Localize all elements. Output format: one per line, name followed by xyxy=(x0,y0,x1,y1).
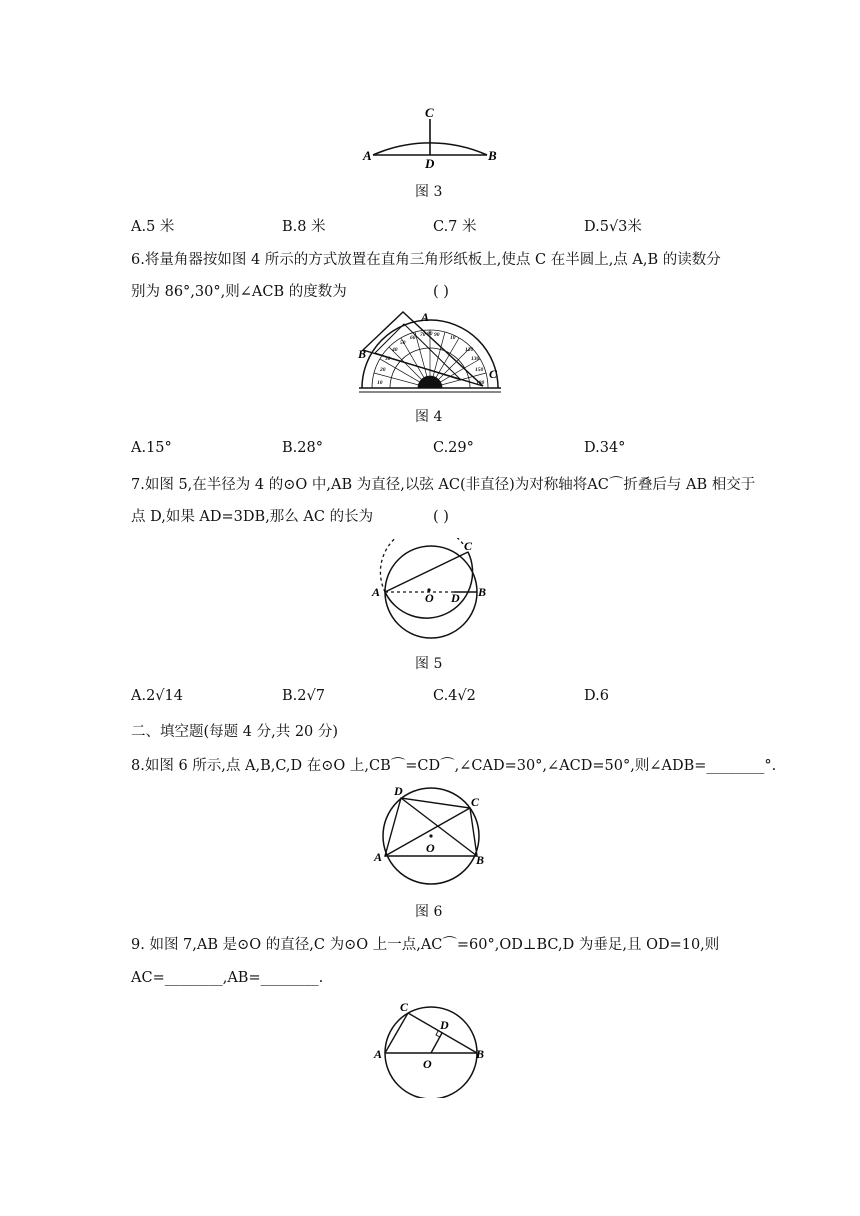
q6-line1: 6.将量角器按如图 4 所示的方式放置在直角三角形纸板上,使点 C 在半圆上,点 A,B 的读数分 xyxy=(131,252,721,268)
q5-option-b: B.8 米 xyxy=(282,219,326,235)
fig3-caption: 图 3 xyxy=(415,184,443,200)
fig3-label-c: C xyxy=(425,105,434,120)
q6-option-d: D.34° xyxy=(584,440,626,456)
fig3-label-a: A xyxy=(363,148,372,163)
figure-7 xyxy=(372,998,490,1098)
fig6-label-b: B xyxy=(476,853,485,867)
fig5-label-b: B xyxy=(478,585,487,599)
fig4-caption: 图 4 xyxy=(415,409,443,425)
q9-line2: AC=________,AB=________. xyxy=(131,970,324,986)
figure-3 xyxy=(360,100,500,170)
fig6-label-d: D xyxy=(394,784,403,798)
fig7-label-b: B xyxy=(476,1047,485,1061)
fig6-label-o: O xyxy=(426,841,435,855)
fig7-label-d: D xyxy=(440,1018,449,1032)
fig4-label-c: C xyxy=(489,367,498,381)
q5-option-a: A.5 米 xyxy=(131,219,175,235)
svg-text:180: 180 xyxy=(476,380,485,386)
svg-text:40: 40 xyxy=(392,347,398,353)
svg-text:60: 60 xyxy=(410,335,416,341)
fig6-caption: 图 6 xyxy=(415,904,443,920)
q7-line2: 点 D,如果 AD=3DB,那么 AC 的长为 xyxy=(131,509,374,525)
q6-option-a: A.15° xyxy=(131,440,172,456)
svg-text:30: 30 xyxy=(385,356,391,362)
section-2-heading: 二、填空题(每题 4 分,共 20 分) xyxy=(131,724,339,740)
svg-text:150: 150 xyxy=(475,367,484,373)
fig3-label-b: B xyxy=(488,148,497,163)
fig5-label-c: C xyxy=(464,539,473,553)
q7-option-a: A.2√14 xyxy=(131,688,183,704)
svg-text:130: 130 xyxy=(471,356,480,362)
figure-5 xyxy=(368,538,492,642)
q6-option-c: C.29° xyxy=(433,440,474,456)
fig5-label-o: O xyxy=(425,591,434,605)
fig7-label-o: O xyxy=(423,1057,432,1071)
q7-option-b: B.2√7 xyxy=(282,688,325,704)
svg-text:80: 80 xyxy=(427,331,433,337)
fig6-label-c: C xyxy=(471,795,480,809)
q5-option-d: D.5√3米 xyxy=(584,219,642,235)
q8-line1: 8.如图 6 所示,点 A,B,C,D 在⊙O 上,CB⌒=CD⌒,∠CAD=30°,∠ACD=50°,则∠ADB=________°. xyxy=(131,758,777,774)
figure-4-protractor xyxy=(355,308,505,396)
fig3-label-d: D xyxy=(425,156,435,170)
fig5-label-d: D xyxy=(451,591,460,605)
figure-6 xyxy=(372,780,490,890)
fig7-label-a: A xyxy=(374,1047,383,1061)
fig7-label-c: C xyxy=(400,1000,409,1014)
q5-option-c: C.7 米 xyxy=(433,219,477,235)
q6-option-b: B.28° xyxy=(282,440,323,456)
q6-answer-paren: ( ) xyxy=(433,284,449,300)
svg-text:120: 120 xyxy=(465,347,474,353)
svg-text:10: 10 xyxy=(377,380,383,386)
svg-text:50: 50 xyxy=(400,340,406,346)
fig4-label-b: B xyxy=(358,347,367,361)
fig4-label-a: A xyxy=(421,310,430,324)
svg-text:10: 10 xyxy=(450,335,456,341)
svg-text:70: 70 xyxy=(420,332,426,338)
fig5-label-a: A xyxy=(372,585,381,599)
svg-text:90: 90 xyxy=(434,332,440,338)
svg-text:20: 20 xyxy=(380,367,386,373)
q9-line1: 9. 如图 7,AB 是⊙O 的直径,C 为⊙O 上一点,AC⌒=60°,OD⊥BC,D 为垂足,且 OD=10,则 xyxy=(131,937,720,953)
q7-answer-paren: ( ) xyxy=(433,509,449,525)
q7-line1: 7.如图 5,在半径为 4 的⊙O 中,AB 为直径,以弦 AC(非直径)为对称轴将AC⌒折叠后与 AB 相交于 xyxy=(131,477,756,493)
q7-option-c: C.4√2 xyxy=(433,688,476,704)
fig5-caption: 图 5 xyxy=(415,656,443,672)
q7-option-d: D.6 xyxy=(584,688,609,704)
q6-line2: 别为 86°,30°,则∠ACB 的度数为 xyxy=(131,284,347,300)
fig6-label-a: A xyxy=(374,850,383,864)
